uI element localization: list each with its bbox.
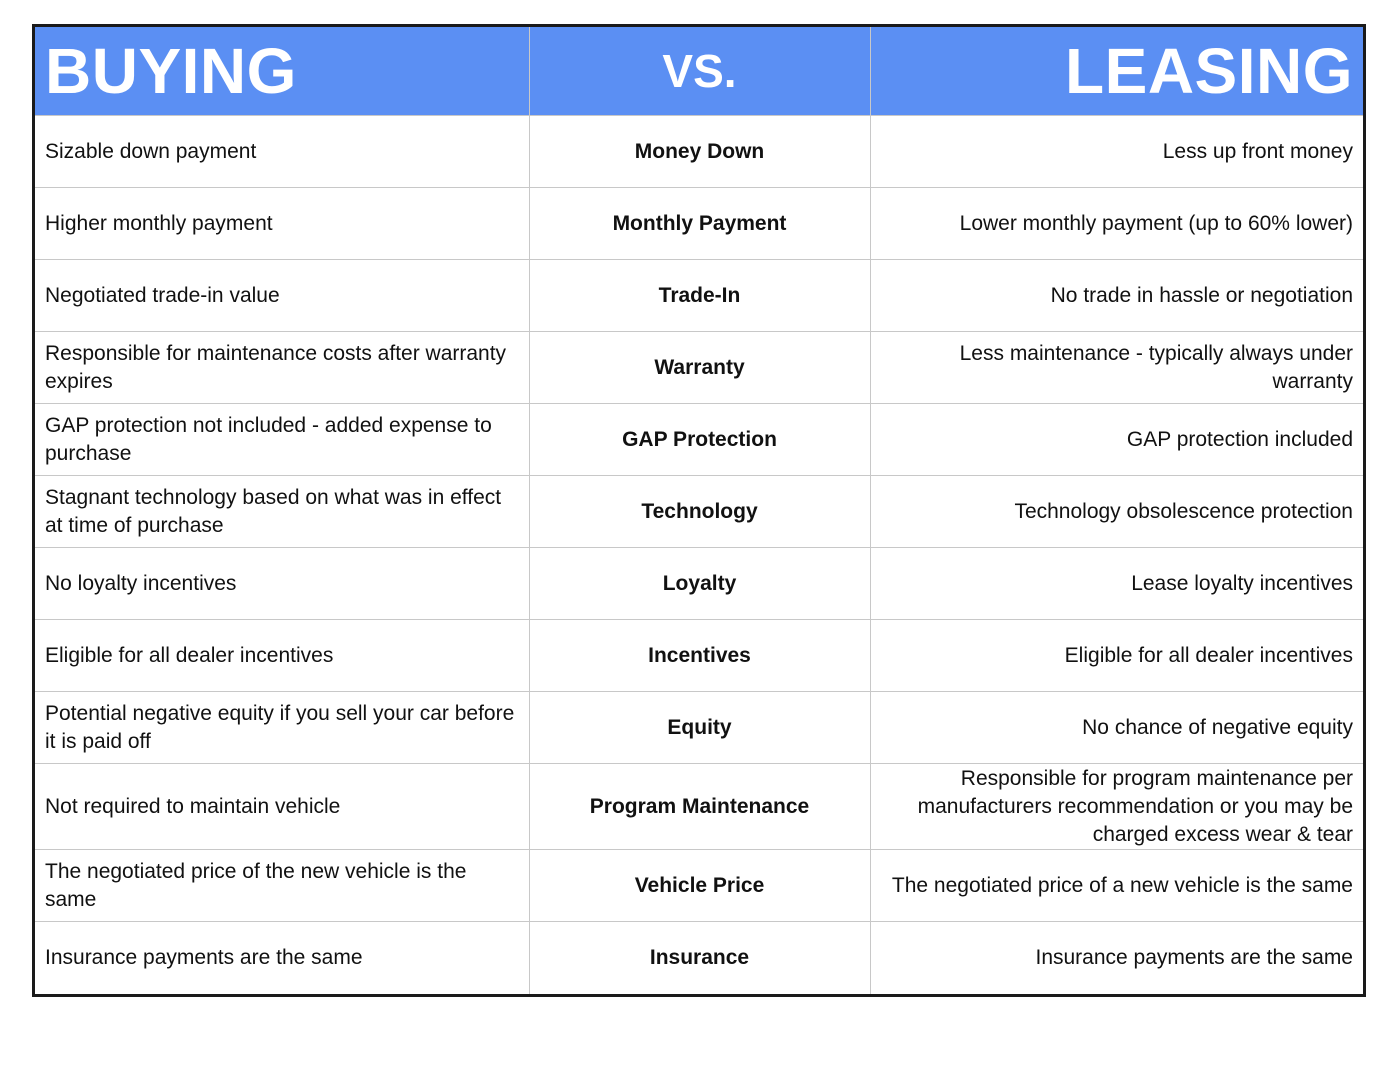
buying-cell: Responsible for maintenance costs after warranty expires [35, 332, 529, 404]
leasing-cell: Less maintenance - typically always under warranty [870, 332, 1363, 404]
table-row [35, 116, 1363, 188]
category-cell: Technology [529, 476, 870, 548]
table-row [35, 476, 1363, 548]
buying-cell: Insurance payments are the same [35, 922, 529, 994]
table-header [35, 27, 1363, 116]
header-buying: BUYING [35, 27, 529, 116]
buying-cell: No loyalty incentives [35, 548, 529, 620]
leasing-cell: No trade in hassle or negotiation [870, 260, 1363, 332]
table-row [35, 850, 1363, 922]
category-cell: Trade-In [529, 260, 870, 332]
comparison-table-container [32, 24, 1366, 997]
table-row [35, 332, 1363, 404]
buying-vs-leasing-table [35, 27, 1363, 994]
table-row [35, 404, 1363, 476]
leasing-cell: Insurance payments are the same [1035, 945, 1353, 969]
leasing-cell: Lower monthly payment (up to 60% lower) [870, 188, 1363, 260]
category-cell: Incentives [529, 620, 870, 692]
buying-cell: Higher monthly payment [35, 188, 529, 260]
category-cell: Money Down [529, 116, 870, 188]
leasing-cell: GAP protection included [870, 404, 1363, 476]
table-row [35, 188, 1363, 260]
leasing-cell: Eligible for all dealer incentives [870, 620, 1363, 692]
category-cell: Warranty [529, 332, 870, 404]
buying-cell: Potential negative equity if you sell your car before it is paid off [35, 692, 529, 764]
leasing-cell: Lease loyalty incentives [870, 548, 1363, 620]
buying-cell: Stagnant technology based on what was in effect at time of purchase [35, 476, 529, 548]
table-row [35, 620, 1363, 692]
leasing-cell: The negotiated price of a new vehicle is the same [870, 850, 1363, 922]
buying-cell: Negotiated trade-in value [35, 260, 529, 332]
table-row [35, 260, 1363, 332]
table-row [35, 548, 1363, 620]
buying-cell: Sizable down payment [35, 116, 529, 188]
header-leasing: LEASING [870, 27, 1363, 116]
table-row [35, 692, 1363, 764]
leasing-cell: No chance of negative equity [870, 692, 1363, 764]
leasing-cell: Less up front money [870, 116, 1363, 188]
category-cell: Equity [529, 692, 870, 764]
buying-cell: The negotiated price of the new vehicle is the same [35, 850, 529, 922]
buying-cell: GAP protection not included - added expense to purchase [35, 404, 529, 476]
category-cell: Program Maintenance [529, 764, 870, 850]
header-row [35, 27, 1363, 116]
leasing-cell: Responsible for program maintenance per manufacturers recommendation or you may be charged excess wear & tear [870, 764, 1363, 850]
category-cell: Monthly Payment [529, 188, 870, 260]
category-cell: Insurance [529, 922, 870, 994]
buying-cell: Eligible for all dealer incentives [35, 620, 529, 692]
table-body [35, 116, 1363, 994]
table-row [35, 922, 1363, 994]
table-row [35, 764, 1363, 850]
header-vs: VS. [529, 27, 870, 116]
category-cell: Vehicle Price [529, 850, 870, 922]
buying-cell: Not required to maintain vehicle [35, 764, 529, 850]
leasing-cell: Technology obsolescence protection [870, 476, 1363, 548]
category-cell: GAP Protection [529, 404, 870, 476]
category-cell: Loyalty [529, 548, 870, 620]
